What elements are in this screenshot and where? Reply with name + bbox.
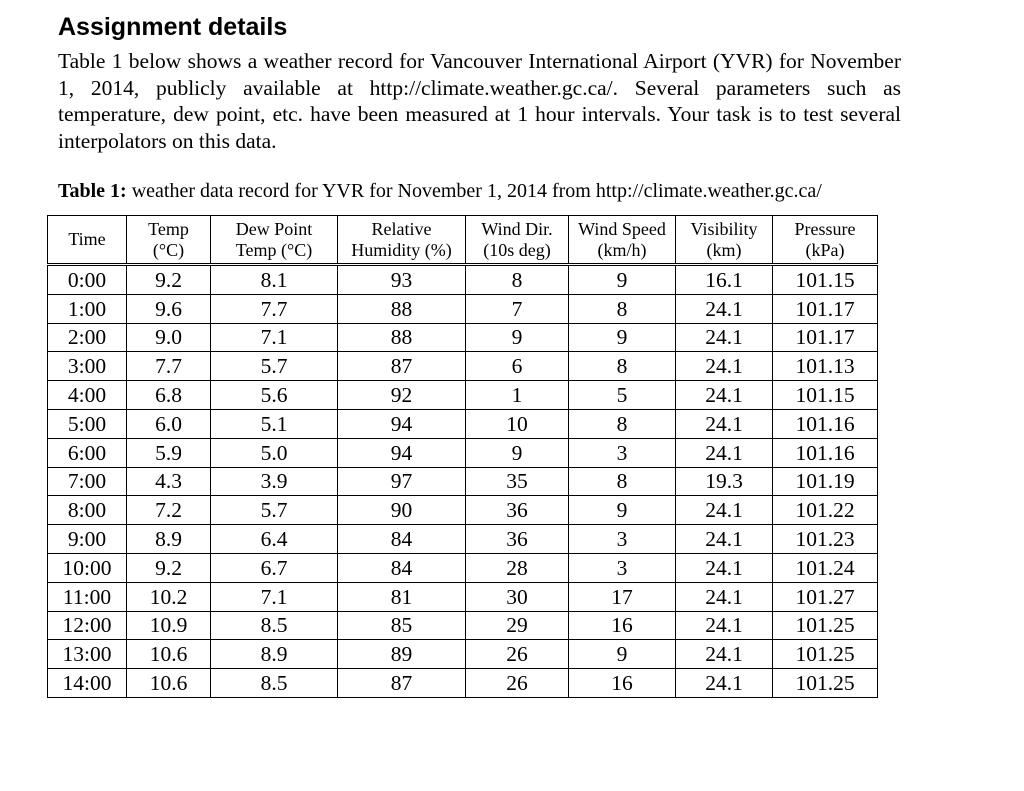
table-cell: 5:00 xyxy=(48,409,127,438)
table-cell: 101.19 xyxy=(773,467,878,496)
table-cell: 19.3 xyxy=(676,467,773,496)
table-cell: 8.9 xyxy=(211,640,338,669)
table-cell: 85 xyxy=(338,611,466,640)
table-cell: 8 xyxy=(569,467,676,496)
table-cell: 9 xyxy=(569,323,676,352)
table-cell: 35 xyxy=(466,467,569,496)
table-cell: 16.1 xyxy=(676,265,773,295)
table-row xyxy=(48,611,878,640)
table-row xyxy=(48,381,878,410)
table-caption xyxy=(58,179,918,203)
table-cell: 7.2 xyxy=(127,496,211,525)
table-cell: 4.3 xyxy=(127,467,211,496)
table-cell: 24.1 xyxy=(676,669,773,698)
table-body xyxy=(48,265,878,698)
table-cell: 10.2 xyxy=(127,582,211,611)
table-cell: 3:00 xyxy=(48,352,127,381)
table-cell: 24.1 xyxy=(676,553,773,582)
table-cell: 101.23 xyxy=(773,525,878,554)
table-row xyxy=(48,265,878,295)
table-cell: 6:00 xyxy=(48,438,127,467)
table-row xyxy=(48,496,878,525)
table-cell: 5.9 xyxy=(127,438,211,467)
table-cell: 93 xyxy=(338,265,466,295)
table-cell: 24.1 xyxy=(676,611,773,640)
column-header: Relative Humidity (%) xyxy=(338,216,466,265)
table-cell: 101.22 xyxy=(773,496,878,525)
table-cell: 1:00 xyxy=(48,294,127,323)
table-cell: 8 xyxy=(569,409,676,438)
table-cell: 94 xyxy=(338,438,466,467)
column-header: Pressure (kPa) xyxy=(773,216,878,265)
table-cell: 101.16 xyxy=(773,409,878,438)
table-cell: 8 xyxy=(569,294,676,323)
table-row xyxy=(48,553,878,582)
table-cell: 7 xyxy=(466,294,569,323)
table-cell: 10.9 xyxy=(127,611,211,640)
table-cell: 17 xyxy=(569,582,676,611)
table-cell: 9 xyxy=(466,323,569,352)
table-cell: 101.15 xyxy=(773,265,878,295)
table-cell: 7:00 xyxy=(48,467,127,496)
table-cell: 101.24 xyxy=(773,553,878,582)
table-cell: 94 xyxy=(338,409,466,438)
table-cell: 5.6 xyxy=(211,381,338,410)
table-cell: 28 xyxy=(466,553,569,582)
table-cell: 9 xyxy=(569,640,676,669)
table-cell: 101.15 xyxy=(773,381,878,410)
table-cell: 5 xyxy=(569,381,676,410)
table-cell: 36 xyxy=(466,525,569,554)
table-cell: 101.25 xyxy=(773,640,878,669)
table-cell: 101.25 xyxy=(773,669,878,698)
table-cell: 8.9 xyxy=(127,525,211,554)
table-cell: 6.8 xyxy=(127,381,211,410)
table-cell: 101.27 xyxy=(773,582,878,611)
table-cell: 13:00 xyxy=(48,640,127,669)
document-page xyxy=(58,12,918,203)
table-cell: 5.0 xyxy=(211,438,338,467)
table-cell: 24.1 xyxy=(676,582,773,611)
table-cell: 11:00 xyxy=(48,582,127,611)
table-cell: 3 xyxy=(569,553,676,582)
table-cell: 101.17 xyxy=(773,294,878,323)
table-cell: 8.5 xyxy=(211,669,338,698)
column-header: Temp (°C) xyxy=(127,216,211,265)
table-cell: 88 xyxy=(338,294,466,323)
table-cell: 5.7 xyxy=(211,352,338,381)
table-cell: 5.1 xyxy=(211,409,338,438)
table-cell: 3 xyxy=(569,438,676,467)
table-row xyxy=(48,438,878,467)
table-row xyxy=(48,467,878,496)
table-cell: 24.1 xyxy=(676,409,773,438)
table-cell: 7.1 xyxy=(211,323,338,352)
table-cell: 101.16 xyxy=(773,438,878,467)
table-cell: 10.6 xyxy=(127,640,211,669)
section-heading: Assignment details xyxy=(58,13,288,41)
table-cell: 16 xyxy=(569,669,676,698)
table-cell: 24.1 xyxy=(676,323,773,352)
table-cell: 7.7 xyxy=(211,294,338,323)
table-cell: 9.2 xyxy=(127,265,211,295)
table-cell: 6.7 xyxy=(211,553,338,582)
table-row xyxy=(48,640,878,669)
table-cell: 9 xyxy=(569,496,676,525)
table-caption-label: Table 1: xyxy=(58,180,127,202)
column-header: Dew Point Temp (°C) xyxy=(211,216,338,265)
table-cell: 24.1 xyxy=(676,381,773,410)
table-cell: 92 xyxy=(338,381,466,410)
table-cell: 12:00 xyxy=(48,611,127,640)
table-cell: 89 xyxy=(338,640,466,669)
table-row xyxy=(48,323,878,352)
table-cell: 9 xyxy=(466,438,569,467)
table-row xyxy=(48,669,878,698)
table-cell: 10.6 xyxy=(127,669,211,698)
table-cell: 6 xyxy=(466,352,569,381)
table-cell: 9:00 xyxy=(48,525,127,554)
table-cell: 26 xyxy=(466,669,569,698)
table-cell: 101.25 xyxy=(773,611,878,640)
table-cell: 6.4 xyxy=(211,525,338,554)
table-cell: 24.1 xyxy=(676,640,773,669)
column-header: Wind Dir. (10s deg) xyxy=(466,216,569,265)
table-cell: 8 xyxy=(466,265,569,295)
table-cell: 3.9 xyxy=(211,467,338,496)
column-header: Wind Speed (km/h) xyxy=(569,216,676,265)
table-cell: 7.7 xyxy=(127,352,211,381)
table-cell: 14:00 xyxy=(48,669,127,698)
table-cell: 36 xyxy=(466,496,569,525)
table-cell: 84 xyxy=(338,525,466,554)
table-cell: 97 xyxy=(338,467,466,496)
table-row xyxy=(48,294,878,323)
column-header: Time xyxy=(48,216,127,265)
table-cell: 87 xyxy=(338,352,466,381)
table-cell: 101.13 xyxy=(773,352,878,381)
table-cell: 6.0 xyxy=(127,409,211,438)
table-cell: 2:00 xyxy=(48,323,127,352)
column-header: Visibility (km) xyxy=(676,216,773,265)
table-cell: 1 xyxy=(466,381,569,410)
table-cell: 24.1 xyxy=(676,294,773,323)
table-cell: 24.1 xyxy=(676,438,773,467)
table-cell: 8 xyxy=(569,352,676,381)
table-cell: 24.1 xyxy=(676,352,773,381)
table-cell: 8.5 xyxy=(211,611,338,640)
table-cell: 9.0 xyxy=(127,323,211,352)
table-caption-text: weather data record for YVR for November 1, 2014 from http://climate.weather.gc.ca/ xyxy=(126,180,822,202)
table-cell: 81 xyxy=(338,582,466,611)
table-cell: 24.1 xyxy=(676,525,773,554)
table-cell: 0:00 xyxy=(48,265,127,295)
table-cell: 26 xyxy=(466,640,569,669)
table-cell: 84 xyxy=(338,553,466,582)
table-cell: 87 xyxy=(338,669,466,698)
table-cell: 5.7 xyxy=(211,496,338,525)
table-cell: 8.1 xyxy=(211,265,338,295)
table-cell: 30 xyxy=(466,582,569,611)
table-row xyxy=(48,409,878,438)
table-cell: 90 xyxy=(338,496,466,525)
weather-data-table xyxy=(47,215,878,698)
table-cell: 101.17 xyxy=(773,323,878,352)
table-cell: 16 xyxy=(569,611,676,640)
table-cell: 10:00 xyxy=(48,553,127,582)
table-cell: 9.2 xyxy=(127,553,211,582)
table-cell: 24.1 xyxy=(676,496,773,525)
intro-paragraph: Table 1 below shows a weather record for Vancouver International Airport (YVR) for November 1, 2014, publicly available at http://climate.weather.gc.ca/. Several parameters such as temperature, dew point, etc. have been measured at 1 hour intervals. Your task is to test several interpolators on this data. xyxy=(58,49,901,153)
table-cell: 29 xyxy=(466,611,569,640)
table-cell: 9 xyxy=(569,265,676,295)
table-cell: 8:00 xyxy=(48,496,127,525)
table-row xyxy=(48,582,878,611)
table-header-row xyxy=(48,216,878,265)
table-cell: 3 xyxy=(569,525,676,554)
table-cell: 9.6 xyxy=(127,294,211,323)
table-cell: 4:00 xyxy=(48,381,127,410)
table-row xyxy=(48,352,878,381)
table-cell: 7.1 xyxy=(211,582,338,611)
table-cell: 10 xyxy=(466,409,569,438)
table-row xyxy=(48,525,878,554)
table-cell: 88 xyxy=(338,323,466,352)
